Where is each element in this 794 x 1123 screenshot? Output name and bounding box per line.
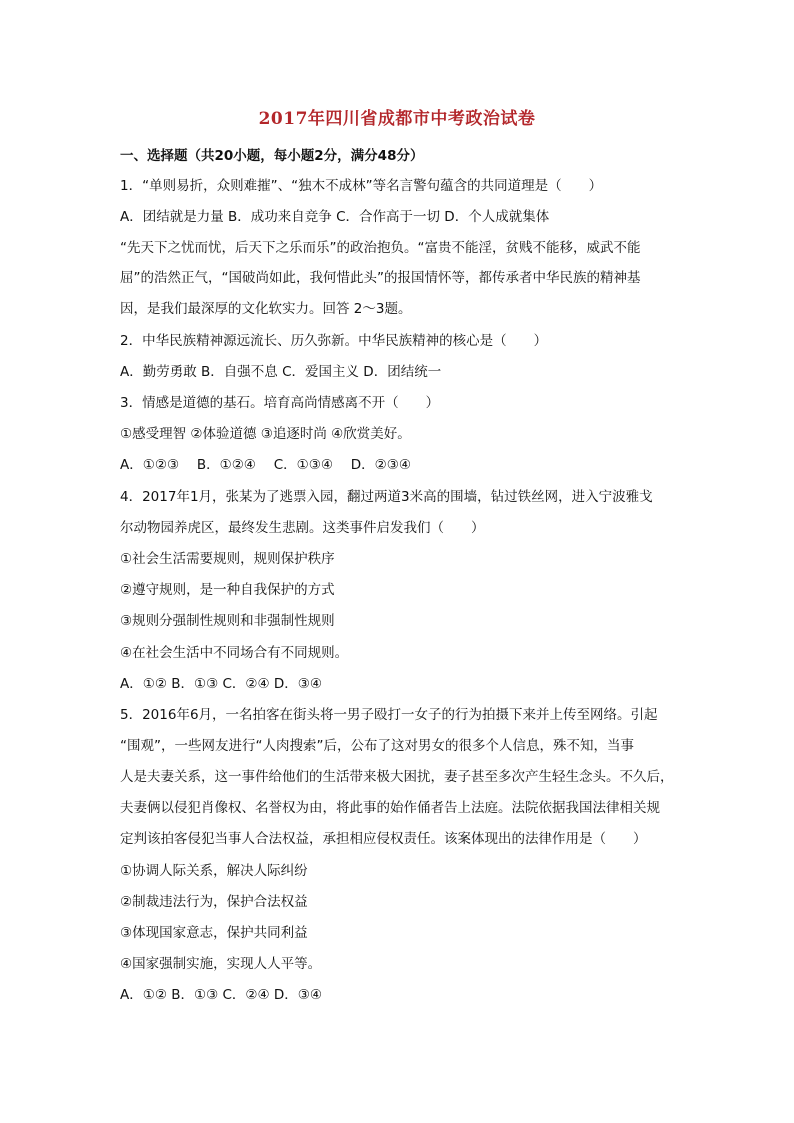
q4-item-1: ①社会生活需要规则，规则保护秩序 [120, 551, 335, 567]
q2-options: A．勤劳勇敢 B．自强不息 C．爱国主义 D．团结统一 [120, 364, 442, 380]
q4-item-4: ④在社会生活中不同场合有不同规则。 [120, 645, 349, 661]
q1-stem: 1．“单则易折，众则难摧”、“独木不成林”等名言警句蕴含的共同道理是（ ） [120, 178, 603, 194]
q3-stem: 3．情感是道德的基石。培育高尚情感离不开（ ） [120, 395, 440, 411]
q4-stem-line-2: 尔动物园养虎区，最终发生悲剧。这类事件启发我们（ ） [120, 520, 485, 536]
material-line-2: 屈”的浩然正气，“国破尚如此，我何惜此头”的报国情怀等，都传承者中华民族的精神基 [120, 270, 641, 286]
q4-item-2: ②遵守规则，是一种自我保护的方式 [120, 582, 335, 598]
material-line-1: “先天下之忧而忧，后天下之乐而乐”的政治抱负。“富贵不能淫，贫贱不能移，威武不能 [120, 240, 641, 256]
q1-options: A．团结就是力量 B．成功来自竞争 C．合作高于一切 D．个人成就集体 [120, 209, 550, 225]
q5-stem-line-3: 人是夫妻关系，这一事件给他们的生活带来极大困扰，妻子甚至多次产生轻生念头。不久后， [120, 769, 674, 785]
q4-item-3: ③规则分强制性规则和非强制性规则 [120, 613, 335, 629]
q5-stem-line-4: 夫妻俩以侵犯肖像权、名誉权为由，将此事的始作俑者告上法庭。法院依据我国法律相关规 [120, 800, 660, 816]
q5-stem-line-5: 定判该拍客侵犯当事人合法权益，承担相应侵权责任。该案体现出的法律作用是（ ） [120, 831, 647, 847]
q5-stem-line-2: “围观”，一些网友进行“人肉搜索”后，公布了这对男女的很多个人信息，殊不知，当事 [120, 738, 634, 754]
q3-options: A．①②③ B．①②④ C．①③④ D．②③④ [120, 457, 411, 473]
q5-item-1: ①协调人际关系，解决人际纠纷 [120, 863, 308, 879]
q5-options: A．①② B．①③ C．②④ D．③④ [120, 987, 323, 1003]
q4-options: A．①② B．①③ C．②④ D．③④ [120, 676, 323, 692]
page-title: 2017年四川省成都市中考政治试卷 [258, 109, 536, 129]
q3-items: ①感受理智 ②体验道德 ③追逐时尚 ④欣赏美好。 [120, 426, 411, 442]
section-heading: 一、选择题（共20小题，每小题2分，满分48分） [120, 148, 424, 164]
q2-stem: 2．中华民族精神源远流长、历久弥新。中华民族精神的核心是（ ） [120, 333, 548, 349]
q4-stem-line-1: 4．2017年1月，张某为了逃票入园，翻过两道3米高的围墙，钻过铁丝网，进入宁波雅戈 [120, 489, 653, 505]
q5-item-2: ②制裁违法行为，保护合法权益 [120, 894, 308, 910]
q5-item-4: ④国家强制实施，实现人人平等。 [120, 956, 322, 972]
material-line-3: 因，是我们最深厚的文化软实力。回答 2～3题。 [120, 301, 412, 317]
q5-stem-line-1: 5．2016年6月，一名拍客在街头将一男子殴打一女子的行为拍摄下来并上传至网络。引起 [120, 707, 658, 723]
q5-item-3: ③体现国家意志，保护共同利益 [120, 925, 308, 941]
